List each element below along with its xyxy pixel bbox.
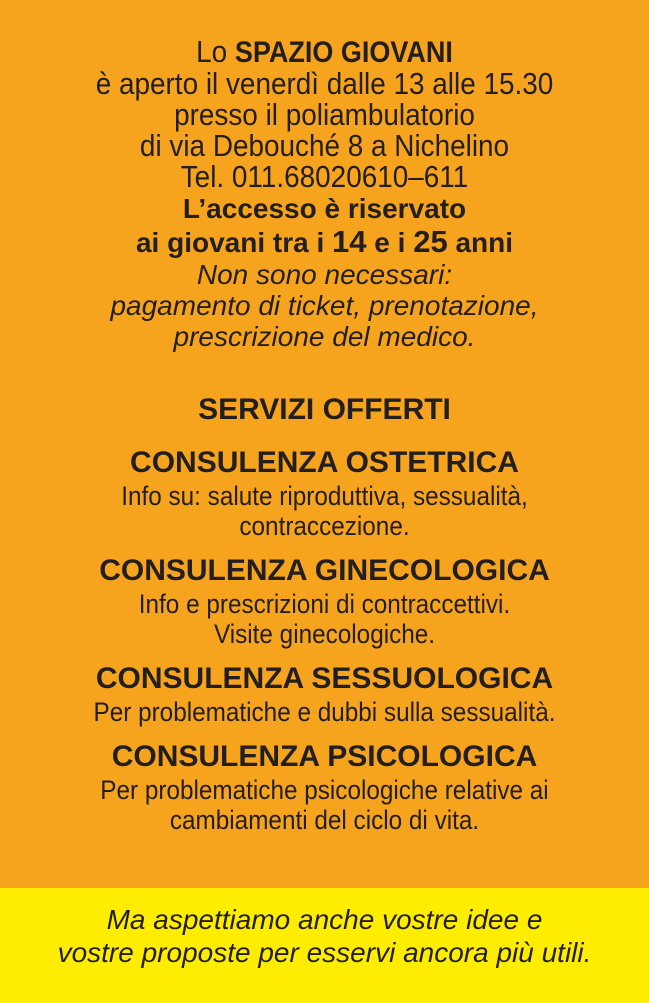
services-title: SERVIZI OFFERTI xyxy=(198,393,451,426)
note-line-2: pagamento di ticket, prenotazione, xyxy=(110,290,539,321)
opening-hours: è aperto il venerdì dalle 13 alle 15.30 xyxy=(95,66,554,101)
access-line-2 xyxy=(0,225,649,259)
service-name: CONSULENZA SESSUOLOGICA xyxy=(95,662,554,695)
service-ostetrica xyxy=(0,445,649,541)
footer-line-2: vostre proposte per esservi ancora più utili. xyxy=(57,937,592,968)
service-desc: contraccezione. xyxy=(239,511,410,541)
service-psicologica xyxy=(0,739,649,835)
footer-line-1: Ma aspettiamo anche vostre idee e xyxy=(106,904,543,935)
intro-title-strong: SPAZIO GIOVANI xyxy=(234,36,453,69)
service-desc: cambiamenti del ciclo di vita. xyxy=(169,805,480,835)
service-desc: Info su: salute riproduttiva, sessualità, xyxy=(121,481,528,511)
access-age-min: 14 xyxy=(332,224,367,259)
intro-section xyxy=(0,0,649,352)
access-line-1: L’accesso è riservato xyxy=(182,193,467,224)
address-line: di via Debouché 8 a Nichelino xyxy=(139,128,510,163)
service-name: CONSULENZA PSICOLOGICA xyxy=(111,740,538,773)
service-name: CONSULENZA OSTETRICA xyxy=(130,446,519,479)
access-age-mid: e i xyxy=(366,227,414,258)
service-ginecologica xyxy=(0,553,649,649)
service-desc: Visite ginecologiche. xyxy=(213,619,436,649)
access-age-max: 25 xyxy=(413,224,448,259)
phone-line: Tel. 011.68020610–611 xyxy=(180,159,469,194)
intro-title xyxy=(32,36,616,68)
service-name: CONSULENZA GINECOLOGICA xyxy=(99,554,550,587)
note-line-1: Non sono necessari: xyxy=(196,259,453,290)
footer-banner xyxy=(0,888,649,1003)
service-sessuologica xyxy=(0,661,649,727)
location-line: presso il poliambulatorio xyxy=(174,97,475,132)
intro-title-prefix: Lo xyxy=(196,34,235,69)
note-line-3: prescrizione del medico. xyxy=(173,321,476,352)
service-desc: Per problematiche psicologiche relative ai xyxy=(100,775,549,805)
service-desc: Per problematiche e dubbi sulla sessualità. xyxy=(93,697,556,727)
access-age-suffix: anni xyxy=(447,227,514,258)
access-age-prefix: ai giovani tra i xyxy=(135,227,333,258)
service-desc: Info e prescrizioni di contraccettivi. xyxy=(138,589,511,619)
